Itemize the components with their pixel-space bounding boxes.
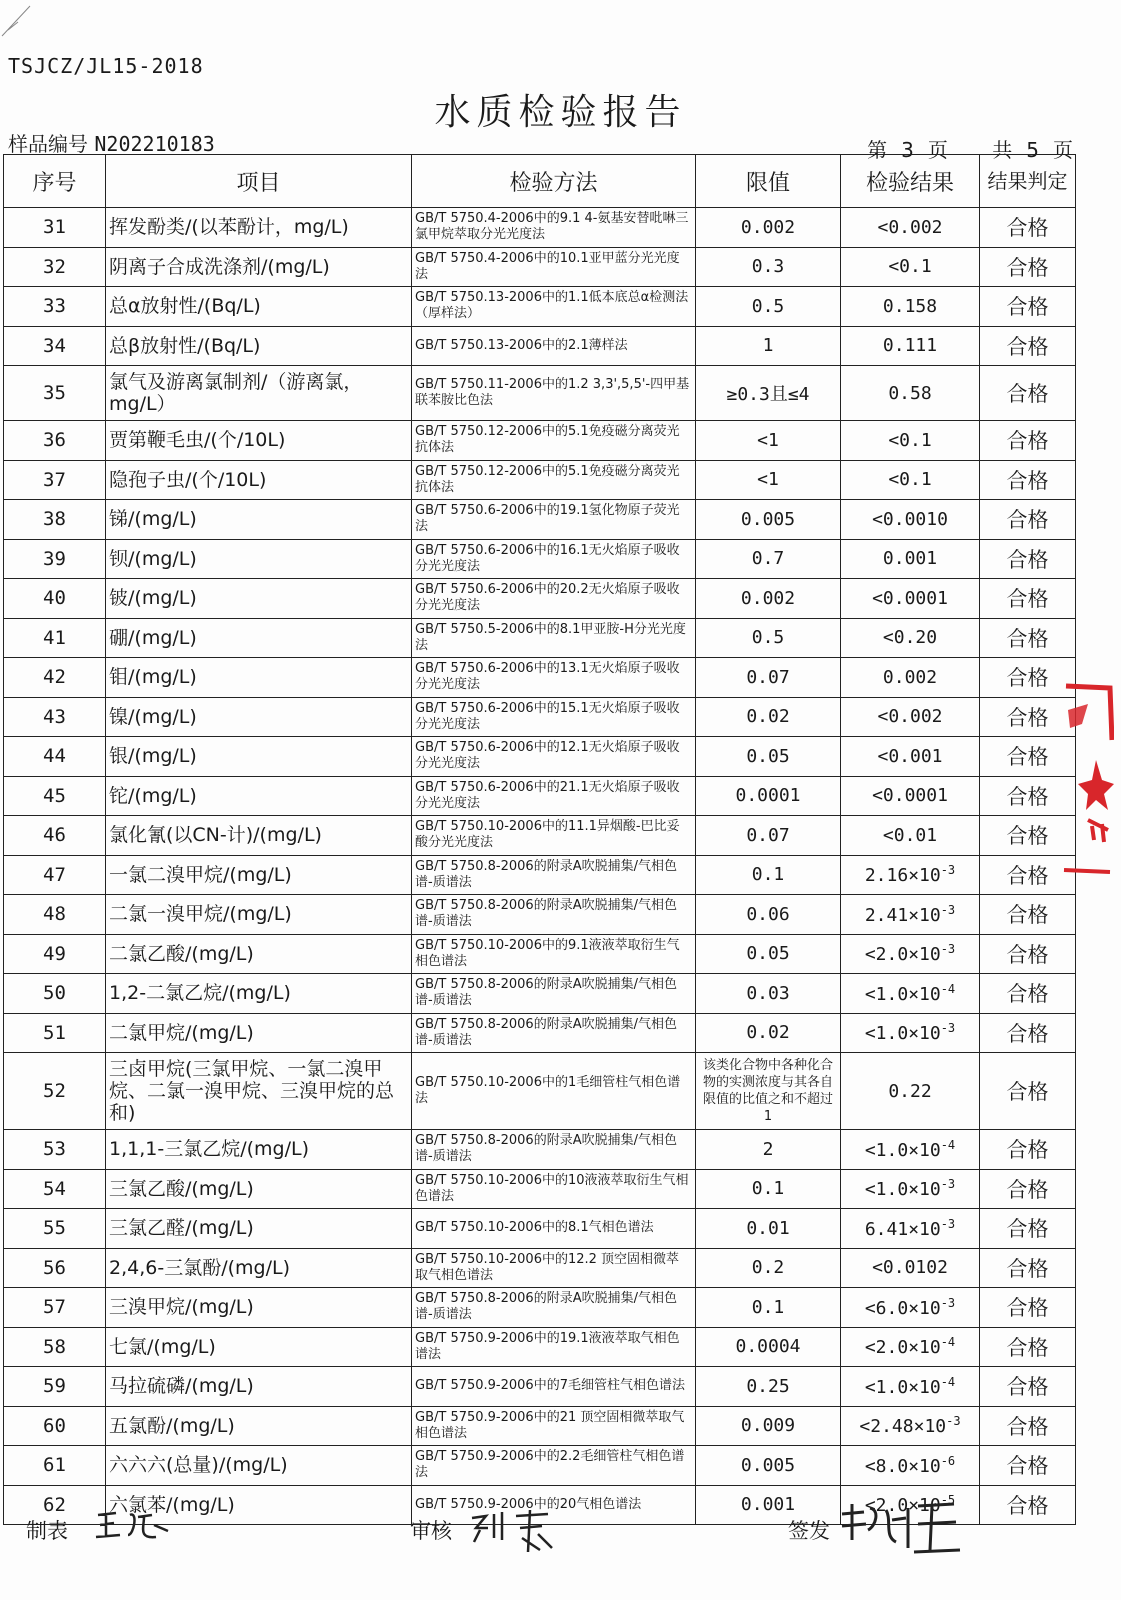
table-row — [4, 1209, 1076, 1249]
row-result-exponent: -3 — [940, 1177, 956, 1192]
row-judgement: 合格 — [980, 500, 1076, 540]
row-result — [841, 1327, 980, 1367]
row-judgement: 合格 — [980, 974, 1076, 1014]
row-limit: 0.5 — [696, 287, 841, 327]
table-row — [4, 326, 1076, 366]
reviewed-by-label: 审核 — [410, 1519, 452, 1543]
row-limit: 0.0004 — [696, 1327, 841, 1367]
table-row — [4, 287, 1076, 327]
row-method: GB/T 5750.6-2006中的21.1无火焰原子吸收分光光度法 — [412, 776, 696, 816]
row-method: GB/T 5750.6-2006中的19.1氢化物原子荧光法 — [412, 500, 696, 540]
row-result — [841, 421, 980, 461]
row-item: 1,1,1-三氯乙烷/(mg/L) — [106, 1130, 412, 1170]
row-result — [841, 1053, 980, 1130]
row-limit: 0.06 — [696, 895, 841, 935]
page-current-suffix: 页 — [927, 138, 948, 162]
row-result-value: <2.0×10 — [864, 1495, 941, 1517]
sample-number-value: N202210183 — [94, 132, 215, 156]
row-result — [841, 366, 980, 421]
row-number: 44 — [4, 737, 106, 777]
row-result-value: 0.158 — [882, 295, 938, 317]
row-judgement: 合格 — [980, 776, 1076, 816]
row-result — [841, 1130, 980, 1170]
row-method: GB/T 5750.12-2006中的5.1免疫磁分离荧光抗体法 — [412, 460, 696, 500]
row-result — [841, 1446, 980, 1486]
row-limit: 0.05 — [696, 737, 841, 777]
row-result-exponent: -3 — [940, 942, 956, 957]
row-result — [841, 460, 980, 500]
row-method: GB/T 5750.8-2006的附录A吹脱捕集/气相色谱-质谱法 — [412, 895, 696, 935]
row-number: 38 — [4, 500, 106, 540]
row-result-value: 0.111 — [882, 335, 938, 357]
row-result-exponent: -5 — [940, 1493, 956, 1508]
row-limit: 0.005 — [696, 500, 841, 540]
row-number: 62 — [4, 1485, 106, 1525]
row-limit: 0.02 — [696, 1013, 841, 1053]
row-judgement: 合格 — [980, 618, 1076, 658]
row-method: GB/T 5750.4-2006中的9.1 4-氨基安替吡啉三氯甲烷萃取分光光度法 — [412, 208, 696, 248]
row-item: 钼/(mg/L) — [106, 658, 412, 698]
row-limit: 0.07 — [696, 658, 841, 698]
row-method: GB/T 5750.9-2006中的2.2毛细管柱气相色谱法 — [412, 1446, 696, 1486]
row-result-value: 0.58 — [888, 382, 932, 404]
row-result — [841, 326, 980, 366]
row-judgement: 合格 — [980, 1446, 1076, 1486]
row-method: GB/T 5750.10-2006中的10液液萃取衍生气相色谱法 — [412, 1169, 696, 1209]
row-number: 41 — [4, 618, 106, 658]
row-item: 阴离子合成洗涤剂/(mg/L) — [106, 247, 412, 287]
row-method: GB/T 5750.8-2006的附录A吹脱捕集/气相色谱-质谱法 — [412, 855, 696, 895]
row-method: GB/T 5750.6-2006中的12.1无火焰原子吸收分光光度法 — [412, 737, 696, 777]
row-result-value: <0.0010 — [872, 508, 948, 530]
row-number: 32 — [4, 247, 106, 287]
row-result-value: <1.0×10 — [864, 1139, 941, 1161]
header-result: 检验结果 — [841, 155, 980, 208]
row-item: 三卤甲烷(三氯甲烷、一氯二溴甲烷、二氯一溴甲烷、三溴甲烷的总和) — [106, 1053, 412, 1130]
table-row — [4, 1446, 1076, 1486]
row-item: 三氯乙醛/(mg/L) — [106, 1209, 412, 1249]
table-row — [4, 208, 1076, 248]
row-number: 45 — [4, 776, 106, 816]
row-method: GB/T 5750.10-2006中的12.2 顶空固相微萃取气相色谱法 — [412, 1248, 696, 1288]
row-result — [841, 776, 980, 816]
row-judgement: 合格 — [980, 366, 1076, 421]
row-number: 33 — [4, 287, 106, 327]
table-row — [4, 366, 1076, 421]
row-method: GB/T 5750.9-2006中的19.1液液萃取气相色谱法 — [412, 1327, 696, 1367]
row-judgement: 合格 — [980, 579, 1076, 619]
row-result-exponent: -3 — [940, 902, 956, 917]
row-limit: 0.25 — [696, 1367, 841, 1407]
row-limit: 0.07 — [696, 816, 841, 856]
row-limit: 0.2 — [696, 1248, 841, 1288]
row-method: GB/T 5750.6-2006中的13.1无火焰原子吸收分光光度法 — [412, 658, 696, 698]
row-number: 37 — [4, 460, 106, 500]
row-result-value: 2.16×10 — [864, 865, 941, 887]
row-method: GB/T 5750.9-2006中的20气相色谱法 — [412, 1485, 696, 1525]
row-result — [841, 287, 980, 327]
row-limit: 0.5 — [696, 618, 841, 658]
row-limit: 0.7 — [696, 539, 841, 579]
row-result-value: <1.0×10 — [864, 983, 941, 1005]
row-result-value: <1.0×10 — [864, 1376, 941, 1398]
row-item: 贾第鞭毛虫/(个/10L) — [106, 421, 412, 461]
header-no: 序号 — [4, 155, 106, 208]
row-number: 53 — [4, 1130, 106, 1170]
header-limit: 限值 — [696, 155, 841, 208]
row-judgement: 合格 — [980, 1406, 1076, 1446]
row-number: 36 — [4, 421, 106, 461]
row-item: 五氯酚/(mg/L) — [106, 1406, 412, 1446]
page-total-prefix: 共 — [992, 138, 1013, 162]
row-result-exponent: -3 — [940, 863, 956, 878]
table-row — [4, 1130, 1076, 1170]
row-number: 42 — [4, 658, 106, 698]
row-result-value: 0.22 — [888, 1080, 932, 1102]
row-result-exponent: -6 — [940, 1453, 956, 1468]
row-method: GB/T 5750.6-2006中的16.1无火焰原子吸收分光光度法 — [412, 539, 696, 579]
row-item: 二氯乙酸/(mg/L) — [106, 934, 412, 974]
row-result — [841, 1248, 980, 1288]
table-row — [4, 247, 1076, 287]
row-result-value: 6.41×10 — [864, 1218, 941, 1240]
row-result — [841, 500, 980, 540]
row-item: 硼/(mg/L) — [106, 618, 412, 658]
row-limit: 0.009 — [696, 1406, 841, 1446]
prepared-signature — [94, 1505, 174, 1545]
row-limit: <1 — [696, 460, 841, 500]
row-result-value: <2.48×10 — [859, 1416, 947, 1438]
row-number: 50 — [4, 974, 106, 1014]
row-item: 六氯苯/(mg/L) — [106, 1485, 412, 1525]
row-number: 35 — [4, 366, 106, 421]
row-result-value: <1.0×10 — [864, 1023, 941, 1045]
row-number: 46 — [4, 816, 106, 856]
table-row — [4, 1288, 1076, 1328]
row-item: 隐孢子虫/(个/10L) — [106, 460, 412, 500]
table-row — [4, 816, 1076, 856]
row-item: 六六六(总量)/(mg/L) — [106, 1446, 412, 1486]
row-method: GB/T 5750.6-2006中的20.2无火焰原子吸收分光光度法 — [412, 579, 696, 619]
row-result-value: 0.001 — [882, 548, 938, 570]
red-seal-stamp — [1058, 680, 1114, 880]
row-result-value: <0.002 — [877, 216, 943, 238]
row-result-value: 2.41×10 — [864, 904, 941, 926]
row-result — [841, 1288, 980, 1328]
table-row — [4, 895, 1076, 935]
table-row — [4, 855, 1076, 895]
row-limit: 0.005 — [696, 1446, 841, 1486]
row-result-exponent: -3 — [940, 1216, 956, 1231]
row-method: GB/T 5750.8-2006的附录A吹脱捕集/气相色谱-质谱法 — [412, 1130, 696, 1170]
row-method: GB/T 5750.8-2006的附录A吹脱捕集/气相色谱-质谱法 — [412, 1013, 696, 1053]
page-prefix: 第 — [867, 138, 888, 162]
row-result — [841, 1367, 980, 1407]
table-row — [4, 618, 1076, 658]
row-item: 铍/(mg/L) — [106, 579, 412, 619]
row-result-value: <0.20 — [882, 627, 938, 649]
row-limit: 2 — [696, 1130, 841, 1170]
row-judgement: 合格 — [980, 247, 1076, 287]
row-result-value: <0.0102 — [872, 1257, 948, 1279]
row-judgement: 合格 — [980, 697, 1076, 737]
row-judgement: 合格 — [980, 287, 1076, 327]
row-result — [841, 1169, 980, 1209]
row-judgement: 合格 — [980, 460, 1076, 500]
row-limit: 0.001 — [696, 1485, 841, 1525]
sample-number-label: 样品编号 — [8, 132, 88, 156]
page-title: 水质检验报告 — [434, 92, 687, 133]
row-number: 57 — [4, 1288, 106, 1328]
row-number: 48 — [4, 895, 106, 935]
row-judgement: 合格 — [980, 855, 1076, 895]
row-item: 三溴甲烷/(mg/L) — [106, 1288, 412, 1328]
row-number: 31 — [4, 208, 106, 248]
row-method: GB/T 5750.11-2006中的1.2 3,3',5,5'-四甲基联苯胺比色法 — [412, 366, 696, 421]
row-item: 氯气及游离氯制剂/（游离氯，mg/L） — [106, 366, 412, 421]
row-number: 51 — [4, 1013, 106, 1053]
row-result — [841, 658, 980, 698]
row-judgement: 合格 — [980, 934, 1076, 974]
row-result-value: 0.002 — [882, 666, 938, 688]
row-number: 59 — [4, 1367, 106, 1407]
row-item: 总α放射性/(Bq/L) — [106, 287, 412, 327]
row-method: GB/T 5750.8-2006的附录A吹脱捕集/气相色谱-质谱法 — [412, 974, 696, 1014]
row-result — [841, 697, 980, 737]
row-limit: 0.03 — [696, 974, 841, 1014]
row-result — [841, 1406, 980, 1446]
prepared-by-label: 制表 — [26, 1519, 68, 1543]
row-method: GB/T 5750.4-2006中的10.1亚甲蓝分光光度法 — [412, 247, 696, 287]
row-judgement: 合格 — [980, 421, 1076, 461]
row-judgement: 合格 — [980, 1485, 1076, 1525]
row-item: 2,4,6-三氯酚/(mg/L) — [106, 1248, 412, 1288]
row-result — [841, 539, 980, 579]
row-method: GB/T 5750.10-2006中的11.1异烟酸-巴比妥酸分光光度法 — [412, 816, 696, 856]
table-row — [4, 500, 1076, 540]
sample-number — [8, 128, 215, 157]
table-row — [4, 934, 1076, 974]
row-item: 马拉硫磷/(mg/L) — [106, 1367, 412, 1407]
table-row — [4, 1169, 1076, 1209]
row-limit: 0.1 — [696, 1169, 841, 1209]
table-row — [4, 974, 1076, 1014]
table-row — [4, 776, 1076, 816]
row-limit: 1 — [696, 326, 841, 366]
row-judgement: 合格 — [980, 1288, 1076, 1328]
row-number: 61 — [4, 1446, 106, 1486]
row-result — [841, 895, 980, 935]
row-item: 镍/(mg/L) — [106, 697, 412, 737]
row-judgement: 合格 — [980, 1169, 1076, 1209]
row-judgement: 合格 — [980, 1367, 1076, 1407]
row-judgement: 合格 — [980, 1248, 1076, 1288]
row-limit: 0.1 — [696, 855, 841, 895]
row-limit: 0.02 — [696, 697, 841, 737]
row-method: GB/T 5750.8-2006的附录A吹脱捕集/气相色谱-质谱法 — [412, 1288, 696, 1328]
row-result — [841, 934, 980, 974]
row-judgement: 合格 — [980, 895, 1076, 935]
row-result-value: <0.0001 — [872, 587, 948, 609]
table-row — [4, 697, 1076, 737]
page-total-suffix: 页 — [1053, 138, 1073, 162]
row-item: 1,2-二氯乙烷/(mg/L) — [106, 974, 412, 1014]
header-item: 项目 — [106, 155, 412, 208]
row-judgement: 合格 — [980, 326, 1076, 366]
row-result — [841, 855, 980, 895]
row-method: GB/T 5750.9-2006中的7毛细管柱气相色谱法 — [412, 1367, 696, 1407]
row-method: GB/T 5750.13-2006中的1.1低本底总α检测法（厚样法） — [412, 287, 696, 327]
row-judgement: 合格 — [980, 1209, 1076, 1249]
table-row — [4, 658, 1076, 698]
issuer-signature — [836, 1500, 966, 1560]
row-result — [841, 737, 980, 777]
row-result — [841, 247, 980, 287]
row-result — [841, 816, 980, 856]
row-item: 氯化氰(以CN-计)/(mg/L) — [106, 816, 412, 856]
row-judgement: 合格 — [980, 539, 1076, 579]
row-judgement: 合格 — [980, 816, 1076, 856]
row-number: 52 — [4, 1053, 106, 1130]
row-item: 一氯二溴甲烷/(mg/L) — [106, 855, 412, 895]
corner-scratch-mark — [0, 0, 40, 40]
row-result-value: <0.1 — [888, 429, 932, 451]
row-item: 二氯一溴甲烷/(mg/L) — [106, 895, 412, 935]
row-result — [841, 618, 980, 658]
row-limit: 0.0001 — [696, 776, 841, 816]
row-result-exponent: -4 — [940, 1335, 956, 1350]
row-result — [841, 1013, 980, 1053]
table-row — [4, 539, 1076, 579]
reviewer-signature — [468, 1508, 558, 1558]
table-row — [4, 1367, 1076, 1407]
row-number: 49 — [4, 934, 106, 974]
row-result-exponent: -3 — [946, 1414, 961, 1429]
row-result — [841, 1209, 980, 1249]
row-limit: 0.002 — [696, 208, 841, 248]
row-method: GB/T 5750.6-2006中的15.1无火焰原子吸收分光光度法 — [412, 697, 696, 737]
row-method: GB/T 5750.10-2006中的1毛细管柱气相色谱法 — [412, 1053, 696, 1130]
row-number: 56 — [4, 1248, 106, 1288]
row-limit: 0.05 — [696, 934, 841, 974]
issued-by-label: 签发 — [788, 1519, 830, 1543]
row-method: GB/T 5750.9-2006中的21 顶空固相微萃取气相色谱法 — [412, 1406, 696, 1446]
table-row — [4, 1013, 1076, 1053]
row-judgement: 合格 — [980, 737, 1076, 777]
row-item: 锑/(mg/L) — [106, 500, 412, 540]
row-item: 银/(mg/L) — [106, 737, 412, 777]
header-method: 检验方法 — [412, 155, 696, 208]
row-result-value: <0.0001 — [872, 785, 948, 807]
table-row — [4, 737, 1076, 777]
row-result-value: <2.0×10 — [864, 1337, 941, 1359]
row-judgement: 合格 — [980, 208, 1076, 248]
report-table — [3, 154, 1076, 1525]
row-number: 34 — [4, 326, 106, 366]
row-number: 55 — [4, 1209, 106, 1249]
row-result-value: <8.0×10 — [864, 1455, 941, 1477]
row-method: GB/T 5750.10-2006中的8.1气相色谱法 — [412, 1209, 696, 1249]
row-limit: 0.002 — [696, 579, 841, 619]
row-item: 挥发酚类/(以苯酚计，mg/L) — [106, 208, 412, 248]
row-result-value: <0.01 — [882, 824, 938, 846]
table-row — [4, 1248, 1076, 1288]
row-method: GB/T 5750.12-2006中的5.1免疫磁分离荧光抗体法 — [412, 421, 696, 461]
row-item: 二氯甲烷/(mg/L) — [106, 1013, 412, 1053]
row-result-value: <0.1 — [888, 256, 932, 278]
row-result-exponent: -4 — [940, 1137, 956, 1152]
page-total: 5 — [1026, 138, 1039, 162]
row-result-exponent: -4 — [940, 1374, 956, 1389]
row-limit: 0.1 — [696, 1288, 841, 1328]
row-result-value: <0.1 — [888, 469, 932, 491]
row-item: 铊/(mg/L) — [106, 776, 412, 816]
row-result-value: <2.0×10 — [864, 944, 941, 966]
row-number: 58 — [4, 1327, 106, 1367]
row-limit: 该类化合物中各种化合物的实测浓度与其各自限值的比值之和不超过1 — [696, 1053, 841, 1130]
row-result — [841, 208, 980, 248]
row-method: GB/T 5750.10-2006中的9.1液液萃取衍生气相色谱法 — [412, 934, 696, 974]
header-judge: 结果判定 — [980, 155, 1076, 208]
row-judgement: 合格 — [980, 1130, 1076, 1170]
row-item: 七氯/(mg/L) — [106, 1327, 412, 1367]
row-result-value: <0.002 — [877, 706, 943, 728]
row-result — [841, 974, 980, 1014]
table-row — [4, 421, 1076, 461]
row-result-value: <6.0×10 — [864, 1297, 941, 1319]
row-result-exponent: -3 — [940, 1021, 956, 1036]
page-current: 3 — [901, 138, 914, 162]
table-row — [4, 579, 1076, 619]
row-result — [841, 579, 980, 619]
row-result-exponent: -3 — [940, 1295, 956, 1310]
row-limit: 0.3 — [696, 247, 841, 287]
row-number: 40 — [4, 579, 106, 619]
row-judgement: 合格 — [980, 1013, 1076, 1053]
document-code: TSJCZ/JL15-2018 — [8, 54, 204, 78]
row-number: 47 — [4, 855, 106, 895]
row-result-value: <1.0×10 — [864, 1179, 941, 1201]
row-number: 39 — [4, 539, 106, 579]
table-row — [4, 1053, 1076, 1130]
row-item: 总β放射性/(Bq/L) — [106, 326, 412, 366]
row-result-exponent: -4 — [940, 981, 956, 996]
table-row — [4, 1406, 1076, 1446]
row-item: 钡/(mg/L) — [106, 539, 412, 579]
row-judgement: 合格 — [980, 1327, 1076, 1367]
row-method: GB/T 5750.5-2006中的8.1甲亚胺-H分光光度法 — [412, 618, 696, 658]
row-item: 三氯乙酸/(mg/L) — [106, 1169, 412, 1209]
table-header-row — [4, 155, 1076, 208]
row-judgement: 合格 — [980, 658, 1076, 698]
row-judgement: 合格 — [980, 1053, 1076, 1130]
row-limit: 0.01 — [696, 1209, 841, 1249]
table-row — [4, 1327, 1076, 1367]
row-number: 60 — [4, 1406, 106, 1446]
row-method: GB/T 5750.13-2006中的2.1薄样法 — [412, 326, 696, 366]
table-row — [4, 460, 1076, 500]
row-number: 54 — [4, 1169, 106, 1209]
row-result-value: <0.001 — [877, 745, 943, 767]
row-limit: ≥0.3且≤4 — [696, 366, 841, 421]
row-number: 43 — [4, 697, 106, 737]
row-limit: <1 — [696, 421, 841, 461]
